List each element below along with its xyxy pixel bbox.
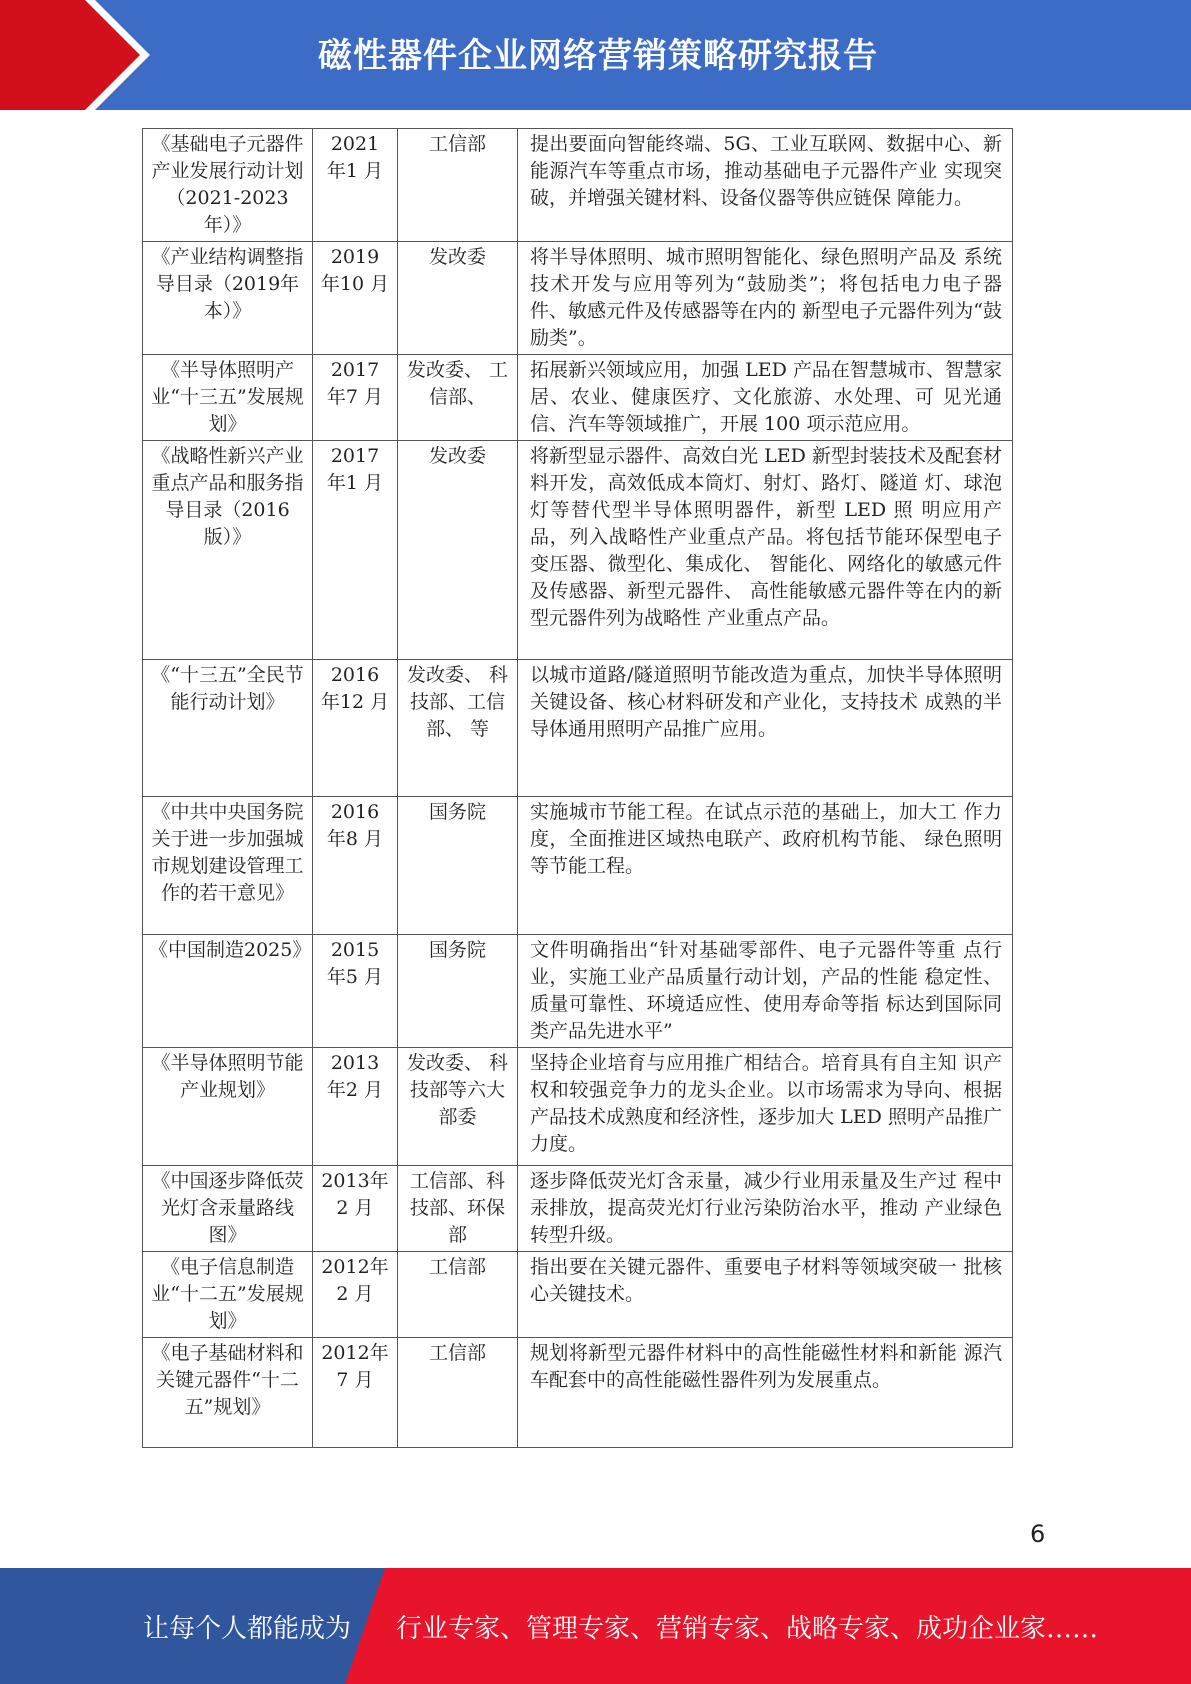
footer-slogan-left: 让每个人都能成为	[143, 1614, 352, 1644]
policy-date: 2012年7 月	[313, 1338, 398, 1448]
policy-dept: 发改委	[398, 441, 518, 660]
policy-date: 2013年2 月	[313, 1166, 398, 1252]
policy-dept: 发改委、 科技部、工信部、 等	[398, 660, 518, 797]
policy-name: 《中国逐步降低荧光灯含汞量路线图》	[143, 1166, 313, 1252]
policy-date: 2021 年1 月	[313, 129, 398, 242]
policy-name: 《半导体照明节能产业规划》	[143, 1048, 313, 1166]
page-title: 磁性器件企业网络营销策略研究报告	[318, 36, 878, 76]
policy-content: 坚持企业培育与应用推广相结合。培育具有自主知 识产权和较强竞争力的龙头企业。以市场需求为导向、根据产品技术成熟度和经济性，逐步加大 LED 照明产品推广力度。	[518, 1048, 1013, 1166]
policy-name: 《产业结构调整指导目录（2019年本）》	[143, 242, 313, 355]
policy-name: 《电子基础材料和关键元器件“十二五”规划》	[143, 1338, 313, 1448]
table-row	[143, 1166, 1013, 1252]
policy-content: 以城市道路/隧道照明节能改造为重点，加快半导体照明关键设备、核心材料研发和产业化，支持技术 成熟的半导体通用照明产品推广应用。	[518, 660, 1013, 797]
policy-date: 2015 年5 月	[313, 935, 398, 1048]
policy-name: 《中共中央国务院关于进一步加强城市规划建设管理工作的若干意见》	[143, 797, 313, 935]
policy-name: 《半导体照明产业“十三五”发展规划》	[143, 355, 313, 441]
policy-content: 规划将新型元器件材料中的高性能磁性材料和新能 源汽车配套中的高性能磁性器件列为发展重点。	[518, 1338, 1013, 1448]
table-row	[143, 355, 1013, 441]
page-number: 6	[1030, 1520, 1046, 1548]
table-row	[143, 1048, 1013, 1166]
policy-date: 2019 年10 月	[313, 242, 398, 355]
policy-dept: 国务院	[398, 935, 518, 1048]
policy-date: 2012年2 月	[313, 1252, 398, 1338]
table-row	[143, 935, 1013, 1048]
page-header	[0, 0, 1191, 110]
policy-dept: 工信部	[398, 1252, 518, 1338]
table-row	[143, 660, 1013, 797]
policy-date: 2013 年2 月	[313, 1048, 398, 1166]
policy-content: 将新型显示器件、高效白光 LED 新型封装技术及配套材料开发，高效低成本筒灯、射灯、路灯、隧道 灯、球泡灯等替代型半导体照明器件，新型 LED 照 明应用产品，列入战略性产业重点产品。将包括节能环保型电子变压器、微型化、集成化、 智能化、网络化的敏感元件及传感器、新型元器件、 高性能敏感元器件等在内的新型元器件列为战略性 产业重点产品。	[518, 441, 1013, 660]
policy-dept: 发改委、 工信部、	[398, 355, 518, 441]
footer-slogan-right: 行业专家、管理专家、营销专家、战略专家、成功企业家……	[396, 1614, 1099, 1644]
table-row	[143, 242, 1013, 355]
policy-name: 《电子信息制造业“十二五”发展规划》	[143, 1252, 313, 1338]
policy-content: 逐步降低荧光灯含汞量，减少行业用汞量及生产过 程中汞排放，提高荧光灯行业污染防治水平，推动 产业绿色转型升级。	[518, 1166, 1013, 1252]
policy-content: 拓展新兴领域应用，加强 LED 产品在智慧城市、智慧家居、农业、健康医疗、文化旅游、水处理、可 见光通信、汽车等领域推广，开展 100 项示范应用。	[518, 355, 1013, 441]
policy-dept: 国务院	[398, 797, 518, 935]
policy-table	[142, 128, 1013, 1448]
policy-dept: 工信部	[398, 129, 518, 242]
table-row	[143, 441, 1013, 660]
header-red-arrow	[0, 0, 150, 110]
policy-dept: 工信部	[398, 1338, 518, 1448]
policy-date: 2016 年12 月	[313, 660, 398, 797]
policy-dept: 发改委	[398, 242, 518, 355]
policy-dept: 工信部、科技部、环保部	[398, 1166, 518, 1252]
policy-content: 实施城市节能工程。在试点示范的基础上，加大工 作力度，全面推进区域热电联产、政府机构节能、 绿色照明等节能工程。	[518, 797, 1013, 935]
policy-name: 《“十三五”全民节能行动计划》	[143, 660, 313, 797]
page-footer	[0, 1568, 1191, 1684]
policy-content: 将半导体照明、城市照明智能化、绿色照明产品及 系统技术开发与应用等列为“鼓励类”；将包括电力电子器件、敏感元件及传感器等在内的 新型电子元器件列为“鼓励类”。	[518, 242, 1013, 355]
policy-name: 《基础电子元器件产业发展行动计划（2021-2023年）》	[143, 129, 313, 242]
policy-dept: 发改委、 科技部等六大部委	[398, 1048, 518, 1166]
policy-date: 2016 年8 月	[313, 797, 398, 935]
table-row	[143, 129, 1013, 242]
policy-content: 提出要面向智能终端、5G、工业互联网、数据中心、新能源汽车等重点市场，推动基础电子元器件产业 实现突破，并增强关键材料、设备仪器等供应链保 障能力。	[518, 129, 1013, 242]
policy-name: 《中国制造2025》	[143, 935, 313, 1048]
table-row	[143, 797, 1013, 935]
policy-date: 2017 年1 月	[313, 441, 398, 660]
policy-content: 指出要在关键元器件、重要电子材料等领域突破一 批核心关键技术。	[518, 1252, 1013, 1338]
table-row	[143, 1338, 1013, 1448]
policy-content: 文件明确指出“针对基础零部件、电子元器件等重 点行业，实施工业产品质量行动计划，产品的性能 稳定性、质量可靠性、环境适应性、使用寿命等指 标达到国际同类产品先进水平”	[518, 935, 1013, 1048]
table-row	[143, 1252, 1013, 1338]
policy-name: 《战略性新兴产业重点产品和服务指导目录（2016 版）》	[143, 441, 313, 660]
policy-date: 2017 年7 月	[313, 355, 398, 441]
